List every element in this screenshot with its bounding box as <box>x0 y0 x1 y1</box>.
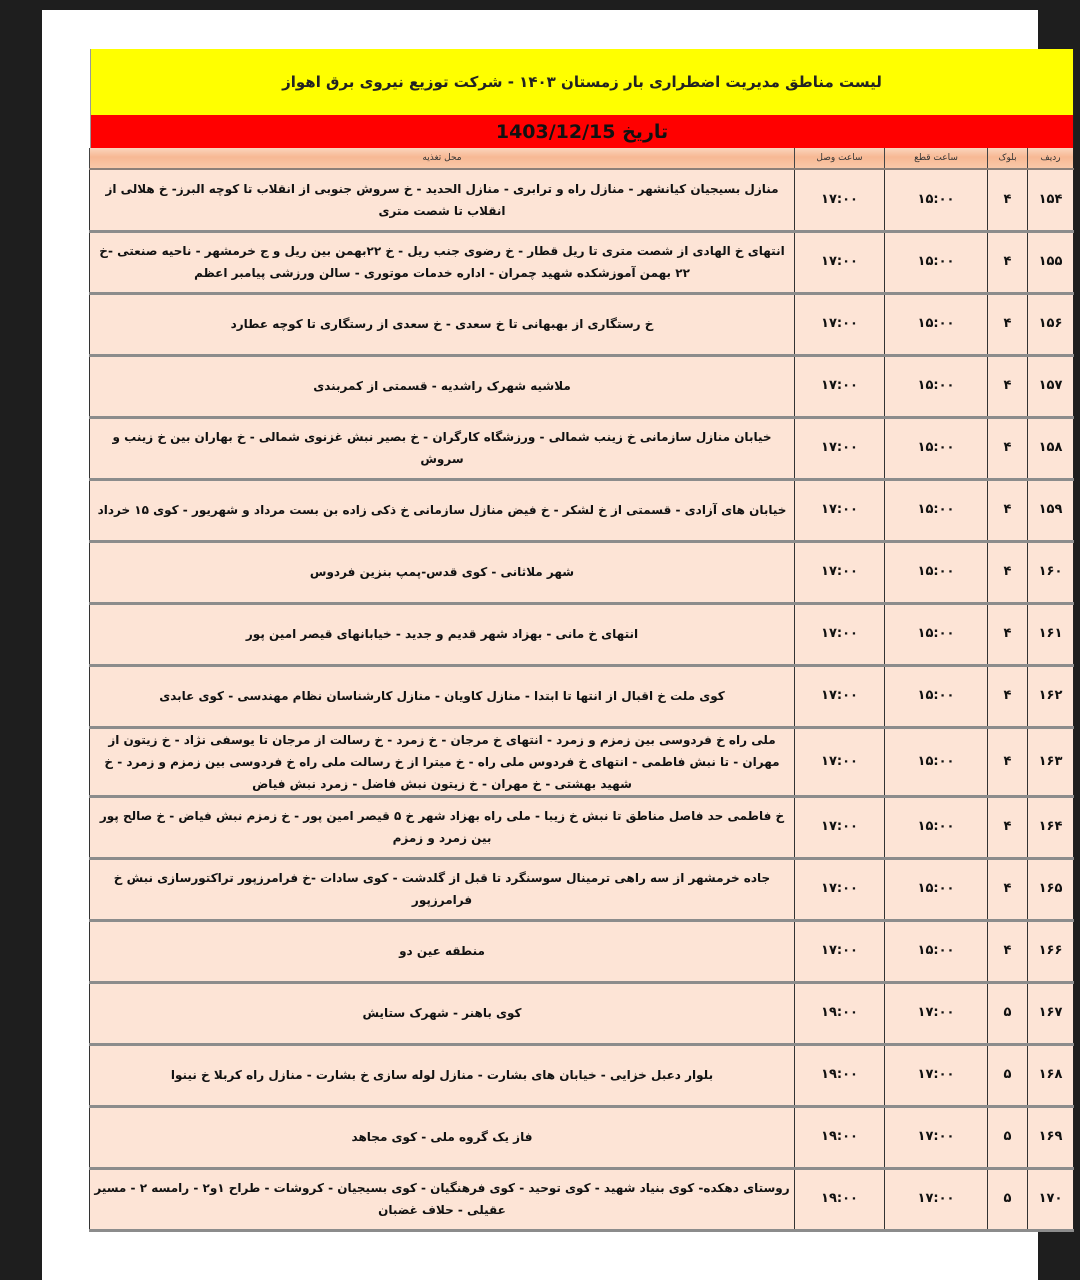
outage-table <box>89 148 1074 1232</box>
table-header-row <box>90 148 1074 169</box>
block-cell: ۵ <box>988 982 1028 1044</box>
off-time-cell: ۱۵:۰۰ <box>885 355 988 417</box>
row-number-cell: ۱۵۸ <box>1028 417 1074 479</box>
block-cell: ۴ <box>988 169 1028 231</box>
off-time-cell: ۱۵:۰۰ <box>885 417 988 479</box>
table-row <box>90 665 1074 727</box>
off-time-cell: ۱۷:۰۰ <box>885 1168 988 1230</box>
on-time-cell: ۱۷:۰۰ <box>795 727 885 796</box>
block-cell: ۵ <box>988 1044 1028 1106</box>
table-row <box>90 920 1074 982</box>
area-cell: جاده خرمشهر از سه راهی ترمینال سوسنگرد تا قبل از گلدشت - کوی سادات -خ فرامرزپور تراکتورسازی نبش خ فرامرزپور <box>90 858 795 920</box>
block-cell: ۴ <box>988 665 1028 727</box>
table-row <box>90 727 1074 796</box>
table-row <box>90 1044 1074 1106</box>
header-area: محل تغذیه <box>90 148 795 169</box>
header-off-time: ساعت قطع <box>885 148 988 169</box>
off-time-cell: ۱۵:۰۰ <box>885 858 988 920</box>
outage-schedule-sheet <box>90 49 1074 1232</box>
area-cell: شهر ملاثانی - کوی قدس-پمپ بنزین فردوس <box>90 541 795 603</box>
area-cell: انتهای خ الهادی از شصت متری تا ریل قطار - خ رضوی جنب ریل - خ ۲۲بهمن بین ریل و ج خرمشهر - ناحیه صنعتی -خ ۲۲ بهمن آموزشکده شهید چمران - اداره خدمات موتوری - سالن ورزشی پیامبر اعظم <box>90 231 795 293</box>
table-row <box>90 293 1074 355</box>
row-number-cell: ۱۶۴ <box>1028 796 1074 858</box>
on-time-cell: ۱۷:۰۰ <box>795 355 885 417</box>
off-time-cell: ۱۷:۰۰ <box>885 1106 988 1168</box>
off-time-cell: ۱۵:۰۰ <box>885 231 988 293</box>
table-row <box>90 1106 1074 1168</box>
row-number-cell: ۱۵۶ <box>1028 293 1074 355</box>
area-cell: انتهای خ مانی - بهزاد شهر قدیم و جدید - خیابانهای قیصر امین پور <box>90 603 795 665</box>
on-time-cell: ۱۷:۰۰ <box>795 417 885 479</box>
area-cell: خیابان منازل سازمانی خ زینب شمالی - ورزشگاه کارگران - خ بصیر نبش غزنوی شمالی - خ بهاران بین خ زینب و سروش <box>90 417 795 479</box>
row-number-cell: ۱۶۲ <box>1028 665 1074 727</box>
off-time-cell: ۱۵:۰۰ <box>885 169 988 231</box>
on-time-cell: ۱۷:۰۰ <box>795 920 885 982</box>
area-cell: خ فاطمی حد فاصل مناطق تا نبش خ زیبا - ملی راه بهزاد شهر خ ۵ قیصر امین پور - خ زمزم نبش فیاض - خ صالح پور بین زمرد و زمزم <box>90 796 795 858</box>
table-row <box>90 417 1074 479</box>
row-number-cell: ۱۶۰ <box>1028 541 1074 603</box>
row-number-cell: ۱۶۵ <box>1028 858 1074 920</box>
block-cell: ۵ <box>988 1168 1028 1230</box>
row-number-cell: ۱۵۷ <box>1028 355 1074 417</box>
block-cell: ۵ <box>988 1106 1028 1168</box>
on-time-cell: ۱۷:۰۰ <box>795 665 885 727</box>
on-time-cell: ۱۹:۰۰ <box>795 1106 885 1168</box>
area-cell: بلوار دعبل خزایی - خیابان های بشارت - منازل لوله سازی خ بشارت - منازل راه کربلا خ نینوا <box>90 1044 795 1106</box>
row-number-cell: ۱۵۴ <box>1028 169 1074 231</box>
off-time-cell: ۱۵:۰۰ <box>885 920 988 982</box>
table-row <box>90 858 1074 920</box>
area-cell: کوی باهنر - شهرک ستایش <box>90 982 795 1044</box>
area-cell: روستای دهکده- کوی بنیاد شهید - کوی توحید - کوی فرهنگیان - کوی بسیجیان - کروشات - طراح ۱و۲ - رامسه ۲ - مسیر عقیلی - حلاف غضبان <box>90 1168 795 1230</box>
block-cell: ۴ <box>988 417 1028 479</box>
area-cell: خیابان های آزادی - قسمتی از خ لشکر - خ فیض منازل سازمانی خ ذکی زاده بن بست مرداد و شهریور - کوی ۱۵ خرداد <box>90 479 795 541</box>
on-time-cell: ۱۹:۰۰ <box>795 1168 885 1230</box>
area-cell: فاز یک گروه ملی - کوی مجاهد <box>90 1106 795 1168</box>
on-time-cell: ۱۷:۰۰ <box>795 479 885 541</box>
on-time-cell: ۱۷:۰۰ <box>795 169 885 231</box>
row-number-cell: ۱۶۷ <box>1028 982 1074 1044</box>
block-cell: ۴ <box>988 920 1028 982</box>
table-row <box>90 1168 1074 1230</box>
header-row-number: ردیف <box>1028 148 1074 169</box>
block-cell: ۴ <box>988 541 1028 603</box>
row-number-cell: ۱۶۸ <box>1028 1044 1074 1106</box>
area-cell: منطقه عین دو <box>90 920 795 982</box>
area-cell: منازل بسیجیان کیانشهر - منازل راه و ترابری - منازل الحدید - خ سروش جنوبی از انقلاب تا کوچه البرز- خ هلالی از انقلاب تا شصت متری <box>90 169 795 231</box>
off-time-cell: ۱۵:۰۰ <box>885 665 988 727</box>
on-time-cell: ۱۷:۰۰ <box>795 541 885 603</box>
date-banner: تاریخ 1403/12/15 <box>90 115 1074 148</box>
on-time-cell: ۱۷:۰۰ <box>795 796 885 858</box>
row-number-cell: ۱۷۰ <box>1028 1168 1074 1230</box>
table-row <box>90 169 1074 231</box>
table-row <box>90 541 1074 603</box>
table-row <box>90 982 1074 1044</box>
row-number-cell: ۱۵۵ <box>1028 231 1074 293</box>
row-number-cell: ۱۶۹ <box>1028 1106 1074 1168</box>
table-row <box>90 603 1074 665</box>
header-block: بلوک <box>988 148 1028 169</box>
off-time-cell: ۱۷:۰۰ <box>885 982 988 1044</box>
on-time-cell: ۱۷:۰۰ <box>795 231 885 293</box>
document-page <box>42 10 1063 1280</box>
block-cell: ۴ <box>988 603 1028 665</box>
on-time-cell: ۱۷:۰۰ <box>795 603 885 665</box>
off-time-cell: ۱۵:۰۰ <box>885 293 988 355</box>
off-time-cell: ۱۵:۰۰ <box>885 541 988 603</box>
on-time-cell: ۱۷:۰۰ <box>795 293 885 355</box>
off-time-cell: ۱۵:۰۰ <box>885 479 988 541</box>
block-cell: ۴ <box>988 355 1028 417</box>
off-time-cell: ۱۵:۰۰ <box>885 727 988 796</box>
on-time-cell: ۱۷:۰۰ <box>795 858 885 920</box>
off-time-cell: ۱۵:۰۰ <box>885 603 988 665</box>
table-row <box>90 796 1074 858</box>
block-cell: ۴ <box>988 231 1028 293</box>
area-cell: کوی ملت خ اقبال از انتها تا ابتدا - منازل کاویان - منازل کارشناسان نظام مهندسی - کوی عابدی <box>90 665 795 727</box>
row-number-cell: ۱۶۳ <box>1028 727 1074 796</box>
header-on-time: ساعت وصل <box>795 148 885 169</box>
row-number-cell: ۱۵۹ <box>1028 479 1074 541</box>
row-number-cell: ۱۶۶ <box>1028 920 1074 982</box>
off-time-cell: ۱۷:۰۰ <box>885 1044 988 1106</box>
table-row <box>90 479 1074 541</box>
off-time-cell: ۱۵:۰۰ <box>885 796 988 858</box>
area-cell: ملاشیه شهرک راشدیه - قسمتی از کمربندی <box>90 355 795 417</box>
on-time-cell: ۱۹:۰۰ <box>795 1044 885 1106</box>
document-title: لیست مناطق مدیریت اضطراری بار زمستان ۱۴۰۳ - شرکت توزیع نیروی برق اهواز <box>90 49 1074 115</box>
block-cell: ۴ <box>988 796 1028 858</box>
area-cell: ملی راه خ فردوسی بین زمزم و زمرد - انتهای خ مرجان - خ زمرد - خ رسالت از مرجان تا یوسفی نژاد - خ زیتون از مهران - تا نبش فاطمی - انتهای خ فردوس ملی راه - خ میترا از خ رسالت ملی راه خ فردوسی بین زمزم و زمرد - خ شهید بهشتی - خ مهران - خ زیتون نبش فاضل - زمرد نبش فیاض <box>90 727 795 796</box>
block-cell: ۴ <box>988 727 1028 796</box>
block-cell: ۴ <box>988 858 1028 920</box>
table-row <box>90 355 1074 417</box>
on-time-cell: ۱۹:۰۰ <box>795 982 885 1044</box>
table-row <box>90 231 1074 293</box>
row-number-cell: ۱۶۱ <box>1028 603 1074 665</box>
area-cell: خ رستگاری از بهبهانی تا خ سعدی - خ سعدی از رستگاری تا کوچه عطارد <box>90 293 795 355</box>
block-cell: ۴ <box>988 479 1028 541</box>
block-cell: ۴ <box>988 293 1028 355</box>
